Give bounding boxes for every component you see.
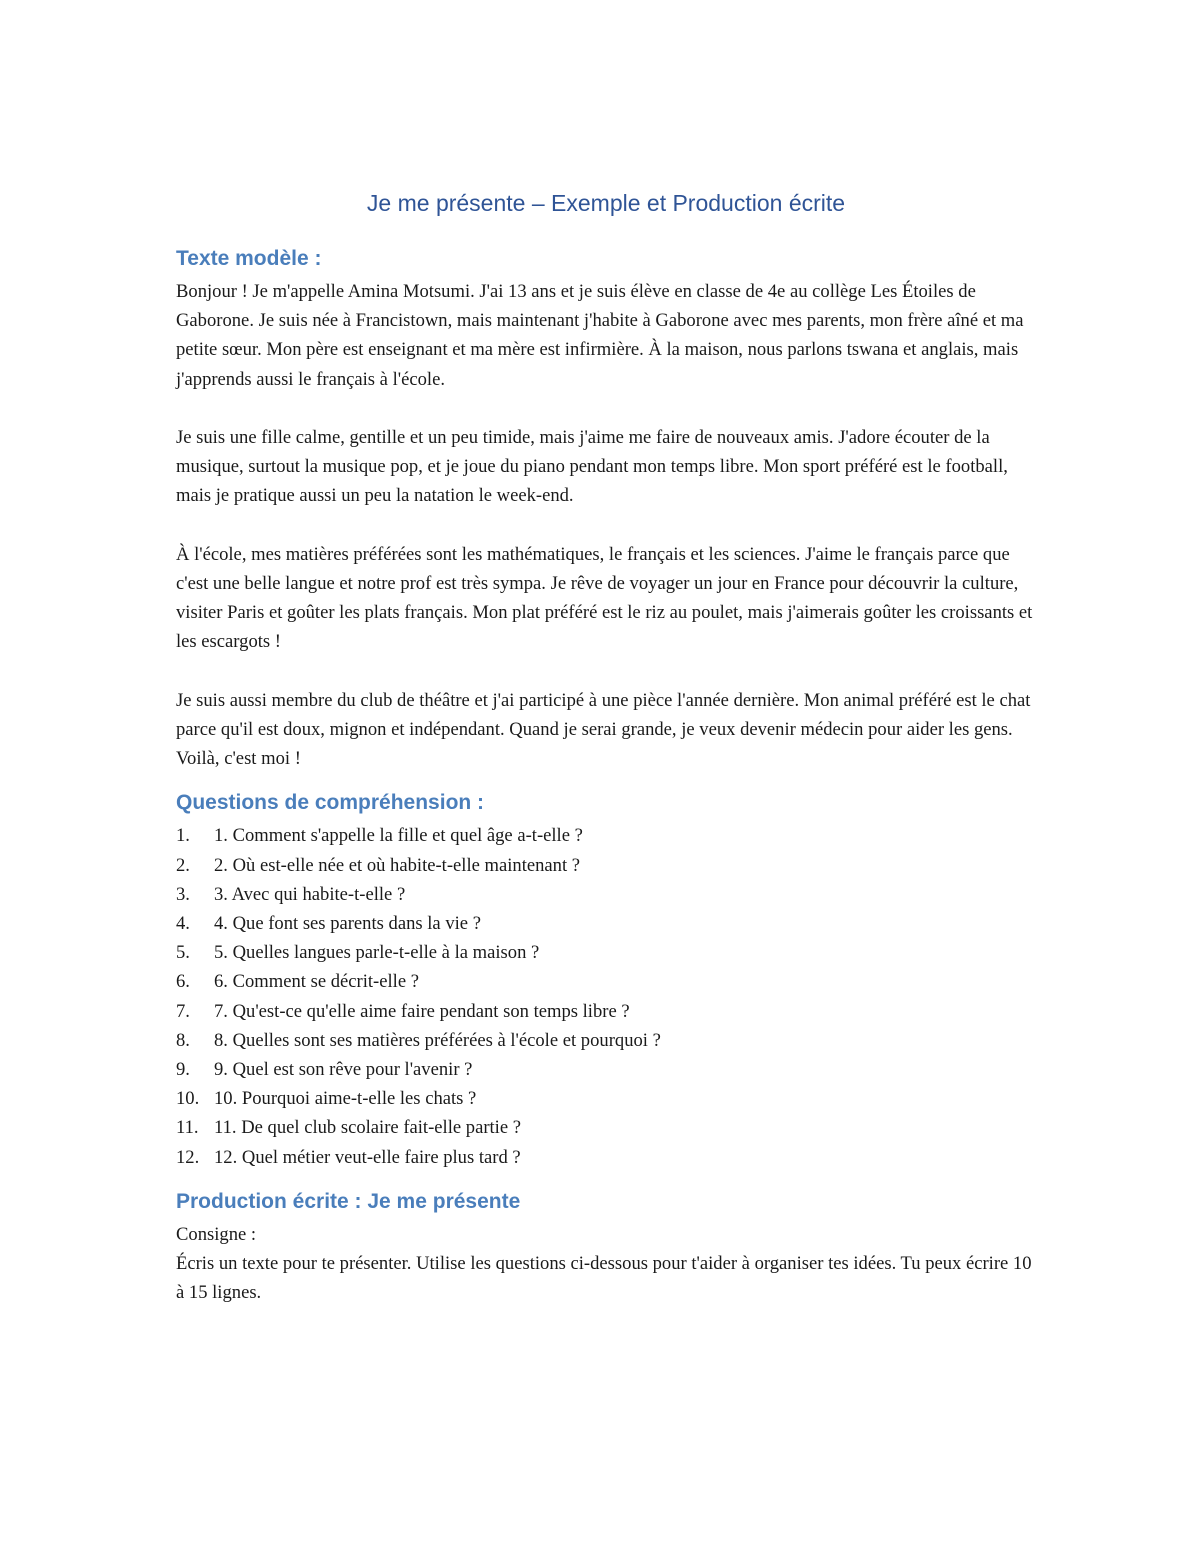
question-number: 11. — [176, 1117, 199, 1139]
model-text-heading: Texte modèle : — [176, 247, 322, 270]
question-number: 4. — [176, 913, 190, 935]
question-item — [176, 851, 1036, 880]
question-number: 1. — [176, 825, 190, 847]
question-number: 6. — [176, 971, 190, 993]
question-item — [176, 967, 1036, 996]
question-number: 10. — [176, 1088, 200, 1110]
document-title: Je me présente – Exemple et Production écrite — [366, 190, 846, 216]
question-item — [176, 997, 1036, 1026]
question-item — [176, 880, 1036, 909]
question-text: 9. Quel est son rêve pour l'avenir ? — [214, 1059, 473, 1081]
production-section — [176, 1190, 1036, 1308]
question-number: 9. — [176, 1059, 190, 1081]
question-text: 1. Comment s'appelle la fille et quel âge a-t-elle ? — [214, 825, 583, 847]
question-text: 3. Avec qui habite-t-elle ? — [214, 883, 406, 905]
question-item — [176, 821, 1036, 850]
question-number: 8. — [176, 1029, 190, 1051]
question-item — [176, 1084, 1036, 1113]
question-number: 2. — [176, 854, 190, 876]
questions-section — [176, 791, 1036, 1171]
model-text-section — [176, 247, 1036, 773]
question-text: 2. Où est-elle née et où habite-t-elle maintenant ? — [214, 854, 581, 876]
question-text: 4. Que font ses parents dans la vie ? — [214, 913, 481, 935]
model-paragraph-1: Bonjour ! Je m'appelle Amina Motsumi. J'ai 13 ans et je suis élève en classe de 4e au collège Les Étoiles de Gaborone. Je suis née à Francistown, mais maintenant j'habite à Gaborone avec mes parents, mon frère aîné et ma petite sœur. Mon père est enseignant et ma mère est infirmière. À la maison, nous parlons tswana et anglais, mais j'apprends aussi le français à l'école. — [176, 281, 1024, 390]
question-item — [176, 1113, 1036, 1142]
document-page — [176, 190, 1036, 1307]
question-text: 5. Quelles langues parle-t-elle à la maison ? — [214, 942, 540, 964]
question-item — [176, 1143, 1036, 1172]
question-text: 7. Qu'est-ce qu'elle aime faire pendant son temps libre ? — [214, 1000, 630, 1022]
question-item — [176, 1055, 1036, 1084]
consigne-label: Consigne : — [176, 1223, 257, 1245]
question-text: 10. Pourquoi aime-t-elle les chats ? — [214, 1088, 477, 1110]
paragraph-spacer — [176, 394, 1036, 423]
questions-list — [176, 821, 1036, 1171]
question-item — [176, 1026, 1036, 1055]
question-text: 6. Comment se décrit-elle ? — [214, 971, 419, 993]
paragraph-spacer — [176, 657, 1036, 686]
paragraph-spacer — [176, 511, 1036, 540]
question-text: 11. De quel club scolaire fait-elle partie ? — [214, 1117, 521, 1139]
questions-heading: Questions de compréhension : — [176, 791, 485, 815]
question-text: 8. Quelles sont ses matières préférées à l'école et pourquoi ? — [214, 1029, 661, 1051]
question-item — [176, 909, 1036, 938]
question-number: 3. — [176, 883, 190, 905]
consigne-text: Écris un texte pour te présenter. Utilise les questions ci-dessous pour t'aider à organiser tes idées. Tu peux écrire 10 à 15 lignes. — [176, 1253, 1032, 1304]
section-gap — [176, 773, 1036, 791]
question-text: 12. Quel métier veut-elle faire plus tard ? — [214, 1146, 521, 1168]
model-paragraph-4: Je suis aussi membre du club de théâtre et j'ai participé à une pièce l'année dernière. Mon animal préféré est le chat parce qu'il est doux, mignon et indépendant. Quand je serai grande, je veux devenir médecin pour aider les gens. Voilà, c'est moi ! — [176, 689, 1031, 770]
model-paragraph-3: À l'école, mes matières préférées sont les mathématiques, le français et les sciences. J'aime le français parce que c'est une belle langue et notre prof est très sympa. Je rêve de voyager un jour en France pour découvrir la culture, visiter Paris et goûter les plats français. Mon plat préféré est le riz au poulet, mais j'aimerais goûter les croissants et les escargots ! — [176, 543, 1033, 653]
question-number: 12. — [176, 1146, 200, 1168]
question-number: 7. — [176, 1000, 190, 1022]
section-gap — [176, 1172, 1036, 1190]
question-number: 5. — [176, 942, 190, 964]
model-paragraph-2: Je suis une fille calme, gentille et un peu timide, mais j'aime me faire de nouveaux amis. J'adore écouter de la musique, surtout la musique pop, et je joue du piano pendant mon temps libre. Mon sport préféré est le football, mais je pratique aussi un peu la natation le week-end. — [176, 427, 1008, 507]
question-item — [176, 938, 1036, 967]
production-heading: Production écrite : Je me présente — [176, 1189, 521, 1213]
